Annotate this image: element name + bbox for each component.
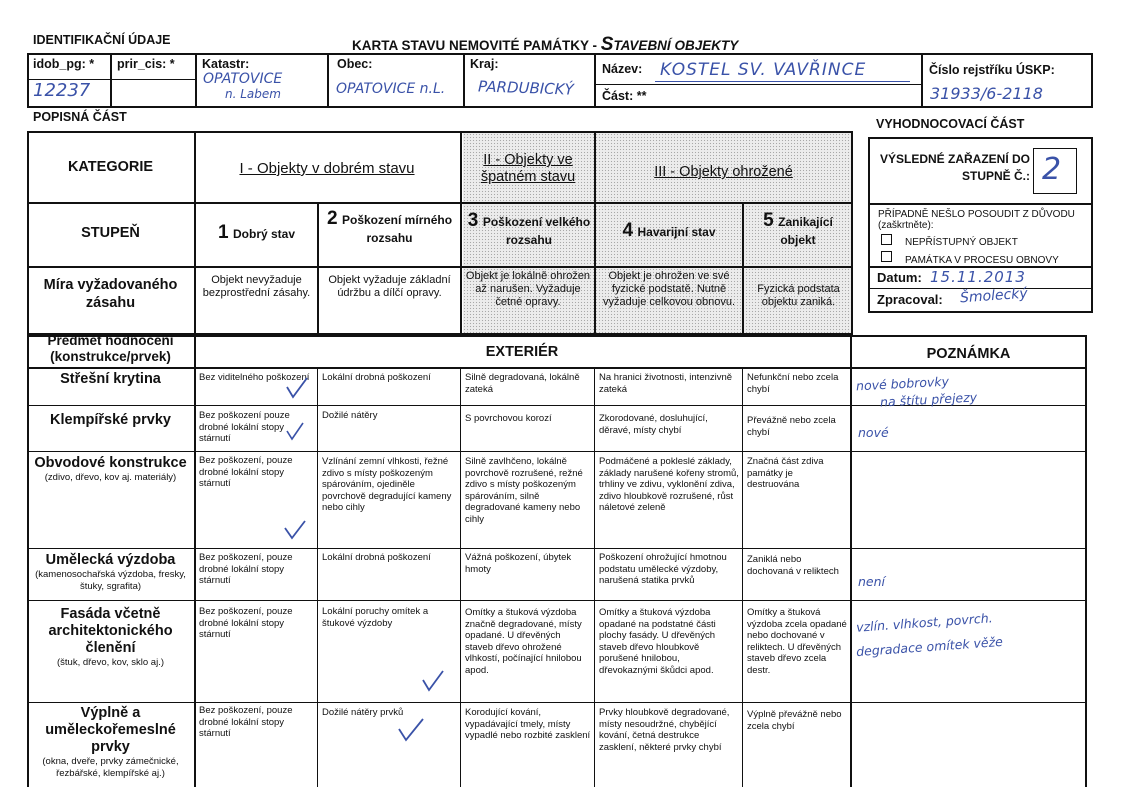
cislo-label: Číslo rejstříku ÚSKP: [929, 63, 1055, 77]
row-fillings-name: Výplně a uměleckořemeslné prvky [45, 705, 176, 755]
form-title-rest: TAVEBNÍ OBJEKTY [613, 38, 739, 53]
cislo-value: 31933/6-2118 [930, 84, 1043, 103]
tinwork-check-icon [284, 420, 306, 442]
facade-check-icon [420, 668, 446, 694]
art-note-1: není [858, 574, 886, 589]
datum-value: 15.11.2013 [930, 268, 1026, 286]
obec-value: OPATOVICE n.L. [336, 81, 446, 97]
kraj-value: PARDUBICKÝ [477, 77, 574, 99]
form-title-main: KARTA STAVU NEMOVITÉ PAMÁTKY - [352, 38, 601, 53]
fillings-level-5: Výplně převážně nebo zcela chybí [747, 709, 842, 732]
level-1-number: 1 [217, 222, 229, 243]
checkbox-inaccessible[interactable] [881, 234, 892, 245]
idob-value: 12237 [33, 80, 91, 101]
walls-level-5: Značná část zdiva památky je destruována [747, 456, 824, 490]
checkbox-renovation[interactable] [881, 251, 892, 262]
facade-level-3: Omítky a štuková výzdoba značně degradované, místy opadané. U dřevěných staveb dřevo ohrožené vlhkostí, počínající hnilobou apod. [465, 607, 582, 676]
row-art-sub: (kamenosochařská výzdoba, fresky, štuky, sgrafita) [35, 569, 186, 592]
prir-label: prir_cis: * [117, 57, 175, 71]
level-5 [748, 212, 848, 249]
walls-level-4: Podmáčené a pokleslé základy, základy narušené kořeny stromů, trhliny ve zdivu, vyklonění zdiva, zdivo hloubkově rozrušené, růst náletové zeleně [599, 456, 739, 513]
mira-4: Objekt je ohrožen ve své fyzické podstatě. Nutně vyžaduje celkovou obnovu. [602, 270, 736, 308]
nazev-value: KOSTEL SV. VAVŘINCE [660, 60, 867, 80]
note-title: PŘÍPADNĚ NEŠLO POSOUDIT Z DŮVODU (zaškrtněte): [878, 209, 1075, 231]
identification-heading: IDENTIFIKAČNÍ ÚDAJE [33, 33, 171, 47]
level-4-text: Havarijní stav [637, 225, 716, 239]
art-level-3: Vážná poškození, úbytek hmoty [465, 552, 572, 575]
popisna-heading: POPISNÁ ČÁST [33, 110, 127, 124]
fillings-level-2: Dožilé nátěry prvků [322, 707, 404, 718]
katastr-value: OPATOVICE [203, 71, 283, 87]
row-walls-name: Obvodové konstrukce [34, 455, 187, 471]
row-roof-name: Střešní krytina [60, 371, 161, 387]
idob-label: idob_pg: * [33, 57, 95, 71]
row-tinwork-label [27, 412, 194, 429]
obec-label: Obec: [337, 57, 373, 71]
mira-1: Objekt nevyžaduje bezprostřední zásahy. [202, 274, 311, 299]
row-roof-label [27, 371, 194, 388]
row-walls-sub: (zdivo, dřevo, kov aj. materiály) [44, 472, 177, 483]
facade-note-2: degradace omítek věže [855, 633, 1004, 660]
category-2-label: II - Objekty ve špatném stavu [480, 152, 576, 185]
row-facade-name: Fasáda včetně architektonického členění [48, 606, 173, 656]
facade-level-4: Omítky a štuková výzdoba opadané na podstatné části plochy fasády. U dřevěných staveb dřevo hloubkově porušené hnilobou, dřevokaznými škůdci apod. [599, 607, 716, 676]
level-3-number: 3 [467, 210, 479, 231]
roof-level-3: Silně degradovaná, lokálně zateká [465, 372, 580, 395]
level-2 [319, 210, 460, 247]
row-facade-sub: (štuk, dřevo, kov, sklo aj.) [57, 657, 164, 668]
fillings-level-3: Korodující kování, vypadávající tmely, místy vypadlé nebo rozbité zasklení [465, 707, 591, 741]
level-5-number: 5 [763, 210, 774, 231]
result-value: 2 [1042, 152, 1062, 187]
row-fillings-label [27, 705, 194, 780]
kraj-label: Kraj: [470, 57, 499, 71]
option-inaccessible: NEPŘÍSTUPNÝ OBJEKT [905, 237, 1018, 248]
mira-5: Fyzická podstata objektu zaniká. [757, 283, 840, 308]
subject-label: Předmět hodnocení (konstrukce/prvek) [47, 333, 174, 364]
level-3 [466, 212, 592, 249]
walls-level-1: Bez poškození, pouze drobné lokální stopy stárnutí [199, 455, 293, 489]
art-level-5: Zaniklá nebo dochovaná v reliktech [747, 554, 839, 577]
walls-level-2: Vzlínání zemní vlhkosti, řežné zdivo s místy poškozeným spárováním, ojediněle povrchově degradující kameny nebo cihly [322, 456, 452, 513]
tinwork-level-4: Zkorodované, dosluhující, děravé, místy chybí [599, 413, 708, 436]
facade-note-1: vzlín. vlhkost, povrch. [855, 610, 994, 635]
mira-label: Míra vyžadovaného zásahu [43, 277, 178, 311]
level-5-text: Zanikající objekt [778, 215, 833, 247]
cast-label: Část: ** [602, 89, 647, 103]
art-level-4: Poškození ohrožující hmotnou podstatu umělecké výzdoby, narušená statika prvků [599, 552, 727, 586]
vyhodnocovaci-heading: VYHODNOCOVACÍ ČÁST [876, 117, 1025, 131]
row-art-name: Umělecká výzdoba [45, 552, 176, 568]
row-art-label [27, 552, 194, 593]
level-3-text: Poškození velkého rozsahu [482, 215, 591, 247]
level-2-number: 2 [326, 208, 338, 229]
category-3-label: III - Objekty ohrožené [654, 164, 793, 180]
roof-note-2: na štítu přejezy [879, 389, 978, 410]
tinwork-level-3: S povrchovou korozí [465, 413, 552, 424]
fillings-check-icon [396, 716, 426, 744]
level-1 [196, 222, 317, 244]
row-fillings-sub: (okna, dveře, prvky zámečnické, řezbářské, klempířské aj.) [42, 756, 179, 779]
roof-level-4: Na hranici životnosti, intenzivně zateká [599, 372, 733, 395]
category-1-label: I - Objekty v dobrém stavu [239, 160, 415, 177]
datum-label: Datum: [877, 270, 922, 285]
note-column-label: POZNÁMKA [926, 346, 1011, 362]
kategorie-label: KATEGORIE [67, 159, 154, 175]
tinwork-note-1: nové [858, 425, 889, 440]
katastr-label: Katastr: [202, 57, 250, 71]
tinwork-level-1: Bez poškození pouze drobné lokální stopy stárnutí [199, 410, 290, 444]
row-facade-label [27, 606, 194, 669]
form-title-initial: S [600, 34, 614, 55]
tinwork-level-2: Dožilé nátěry [322, 410, 378, 421]
exterior-label: EXTERIÉR [485, 344, 559, 360]
fillings-level-4: Prvky hloubkově degradované, místy nesoudržné, chybějící kování, četná destrukce zasklení, některé prvky chybí [599, 707, 730, 753]
stupen-label: STUPEŇ [81, 225, 140, 241]
nazev-label: Název: [602, 62, 643, 76]
katastr-value-2: n. Labem [225, 87, 281, 101]
result-label: VÝSLEDNÉ ZAŘAZENÍ DO STUPNĚ Č.: [880, 152, 1031, 183]
roof-level-1: Bez viditelného poškození [199, 372, 310, 383]
roof-check-icon [284, 375, 310, 401]
row-tinwork-name: Klempířské prvky [50, 412, 171, 428]
tinwork-level-5: Převážně nebo zcela chybí [747, 415, 836, 438]
zpracoval-label: Zpracoval: [877, 292, 943, 307]
art-level-2: Lokální drobná poškození [322, 552, 431, 563]
option-renovation: PAMÁTKA V PROCESU OBNOVY [905, 255, 1059, 266]
walls-level-3: Silně zavlhčeno, lokálně povrchově rozrušené, režné zdivo s místy poškozeným spárováním, silně degradované kameny nebo cihly [465, 456, 583, 525]
art-level-1: Bez poškození, pouze drobné lokální stopy stárnutí [199, 552, 293, 586]
roof-note-1: nové bobrovky [855, 373, 950, 394]
level-2-text: Poškození mírného rozsahu [342, 213, 453, 245]
fillings-level-1: Bez poškození, pouze drobné lokální stopy stárnutí [199, 705, 293, 739]
level-4 [596, 220, 742, 242]
facade-level-1: Bez poškození, pouze drobné lokální stopy stárnutí [199, 606, 293, 640]
roof-level-2: Lokální drobná poškození [322, 372, 431, 383]
level-1-text: Dobrý stav [233, 227, 296, 241]
facade-level-2: Lokální poruchy omítek a štukové výzdoby [322, 606, 429, 629]
facade-level-5: Omítky a štuková výzdoba zcela opadané nebo dochované v reliktech. U dřevěných staveb dřevo zcela destr. [747, 607, 847, 676]
roof-level-5: Nefunkční nebo zcela chybí [747, 372, 839, 395]
mira-2: Objekt vyžaduje základní údržbu a dílčí opravy. [328, 274, 451, 299]
walls-check-icon [282, 518, 308, 542]
mira-3: Objekt je lokálně ohrožen až narušen. Vyžaduje četné opravy. [465, 270, 591, 308]
level-4-number: 4 [622, 220, 634, 241]
signature: Šmolecký [959, 285, 1029, 307]
row-walls-label [27, 455, 194, 484]
